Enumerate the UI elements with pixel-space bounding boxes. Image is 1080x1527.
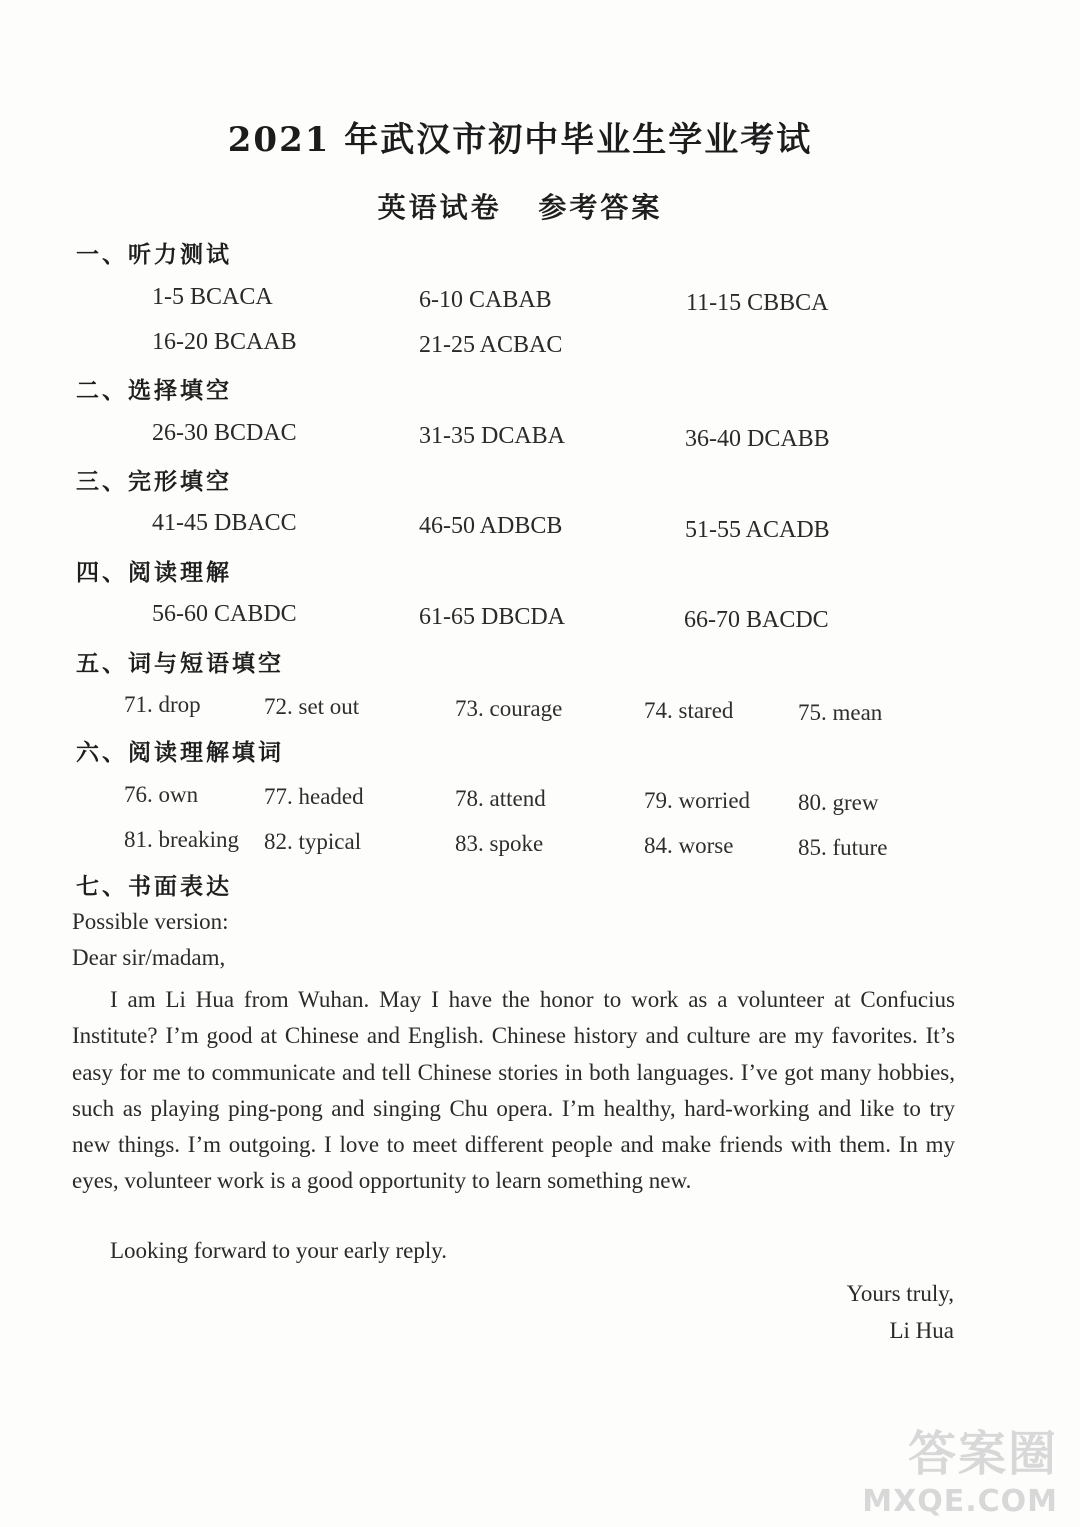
answer-group: 21-25 ACBAC <box>419 332 563 358</box>
section-heading-writing: 七、书面表达 <box>76 873 232 900</box>
word-answer: 75. mean <box>798 700 883 725</box>
letter-greeting: Dear sir/madam, <box>72 945 226 970</box>
word-answer: 83. spoke <box>455 831 544 856</box>
possible-version-label: Possible version: <box>72 909 229 934</box>
answer-group: 16-20 BCAAB <box>152 329 297 355</box>
answer-group: 6-10 CABAB <box>419 287 552 313</box>
page-title: 2021 年武汉市初中毕业生学业考试 <box>227 120 813 160</box>
answer-group: 51-55 ACADB <box>685 517 830 543</box>
word-answer: 74. stared <box>644 698 734 723</box>
watermark-logo <box>862 1426 1058 1519</box>
word-answer: 78. attend <box>455 786 546 811</box>
word-answer: 71. drop <box>124 692 201 717</box>
answer-group: 46-50 ADBCB <box>419 513 563 539</box>
letter-signoff: Yours truly, <box>846 1281 954 1306</box>
answer-group: 36-40 DCABB <box>685 426 830 452</box>
word-answer: 82. typical <box>264 829 362 854</box>
section-heading-word-fill: 五、词与短语填空 <box>76 650 284 677</box>
answer-group: 56-60 CABDC <box>152 601 297 627</box>
word-answer: 81. breaking <box>124 827 239 852</box>
word-answer: 77. headed <box>264 784 364 809</box>
word-answer: 84. worse <box>644 833 734 858</box>
answer-group: 1-5 BCACA <box>152 284 273 310</box>
section-heading-choice: 二、选择填空 <box>76 377 232 404</box>
letter-closing-line: Looking forward to your early reply. <box>110 1238 448 1263</box>
watermark-text: 答案圈 <box>907 1426 1058 1482</box>
section-heading-reading-fill: 六、阅读理解填词 <box>76 739 284 766</box>
word-answer: 85. future <box>798 835 888 860</box>
section-heading-reading: 四、阅读理解 <box>76 559 232 586</box>
letter-body: I am Li Hua from Wuhan. May I have the honor to work as a volunteer at Confucius Institute? I’m good at Chinese and English. Chinese history and culture are my favorites. It’s easy for me to communicate and tell Chinese stories in both languages. I’ve got many hobbies, such as playing ping-pong and singing Chu opera. I’m healthy, hard-working and like to try new things. I’m outgoing. I love to meet different people and make friends with them. In my eyes, volunteer work is a good opportunity to learn something new. <box>72 987 955 1194</box>
word-answer: 72. set out <box>264 694 360 719</box>
answer-group: 61-65 DBCDA <box>419 604 566 630</box>
watermark-url: MXQE.COM <box>862 1484 1058 1519</box>
letter-signature: Li Hua <box>889 1318 954 1343</box>
answer-group: 41-45 DBACC <box>152 510 297 536</box>
word-answer: 73. courage <box>455 696 563 721</box>
page-subtitle: 英语试卷 参考答案 <box>377 191 663 224</box>
answer-group: 26-30 BCDAC <box>152 420 297 446</box>
word-answer: 76. own <box>124 782 199 807</box>
section-heading-listening: 一、听力测试 <box>76 241 232 268</box>
answer-group: 31-35 DCABA <box>419 423 566 449</box>
section-heading-cloze: 三、完形填空 <box>76 468 232 495</box>
answer-group: 66-70 BACDC <box>684 607 829 633</box>
answer-group: 11-15 CBBCA <box>686 290 829 316</box>
word-answer: 79. worried <box>644 788 751 813</box>
word-answer: 80. grew <box>798 790 879 815</box>
